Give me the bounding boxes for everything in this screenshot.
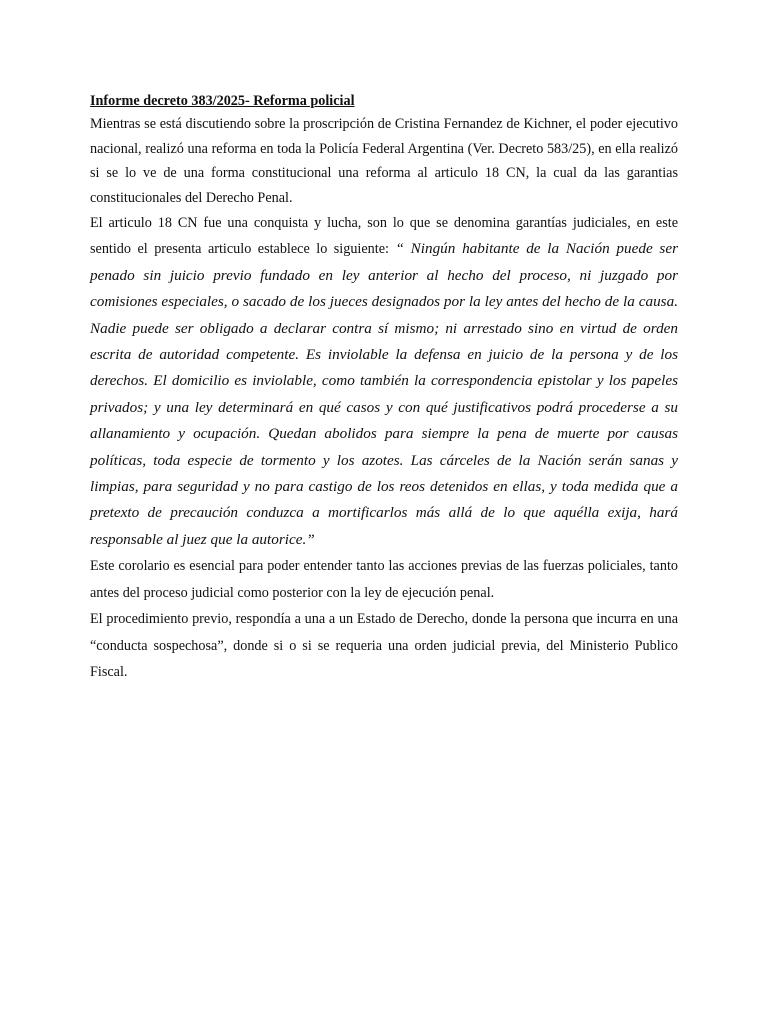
document-title: Informe decreto 383/2025- Reforma policial [90,93,355,109]
paragraph-corollary: Este corolario es esencial para poder entender tanto las acciones previas de las fuerzas policiales, tanto antes del proceso judicial como posterior con la ley de ejecución penal. [90,558,678,601]
paragraph-article-18 [90,210,678,553]
paragraph-previous-procedure: El procedimiento previo, respondía a una a un Estado de Derecho, donde la persona que incurra en una “conducta sospechosa”, donde si o si se requeria una orden judicial previa, del Ministerio Publico Fiscal. [90,611,678,680]
paragraph-article-18-intro: El articulo 18 CN fue una conquista y lucha, son lo que se denomina garantías judiciales, en este sentido el presenta articulo establece lo siguiente: [90,215,678,258]
document-page [90,90,678,685]
paragraph-proscription: Mientras se está discutiendo sobre la proscripción de Cristina Fernandez de Kichner, el poder ejecutivo nacional, realizó una reforma en toda la Policía Federal Argentina (Ver. Decreto 583/25), en ella realizó si se lo ve de una forma constitucional una reforma al articulo 18 CN, la cual da las garantias constitucionales del Derecho Penal. [90,116,678,206]
article-18-quote: “ Ningún habitante de la Nación puede ser penado sin juicio previo fundado en ley anterior al hecho del proceso, ni juzgado por comisiones especiales, o sacado de los jueces designados por la ley antes del hecho de la causa. Nadie puede ser obligado a declarar contra sí mismo; ni arrestado sino en virtud de orden escrita de autoridad competente. Es inviolable la defensa en juicio de la persona y de los derechos. El domicilio es inviolable, como también la correspondencia epistolar y los papeles privados; y una ley determinará en qué casos y con qué justificativos podrá procederse a su allanamiento y ocupación. Quedan abolidos para siempre la pena de muerte por causas políticas, toda especie de tormento y los azotes. Las cárceles de la Nación serán sanas y limpias, para seguridad y no para castigo de los reos detenidos en ellas, y toda medida que a pretexto de precaución conduzca a mortificarlos más allá de lo que aquélla exija, hará responsable al juez que la autorice.” [90,240,678,548]
